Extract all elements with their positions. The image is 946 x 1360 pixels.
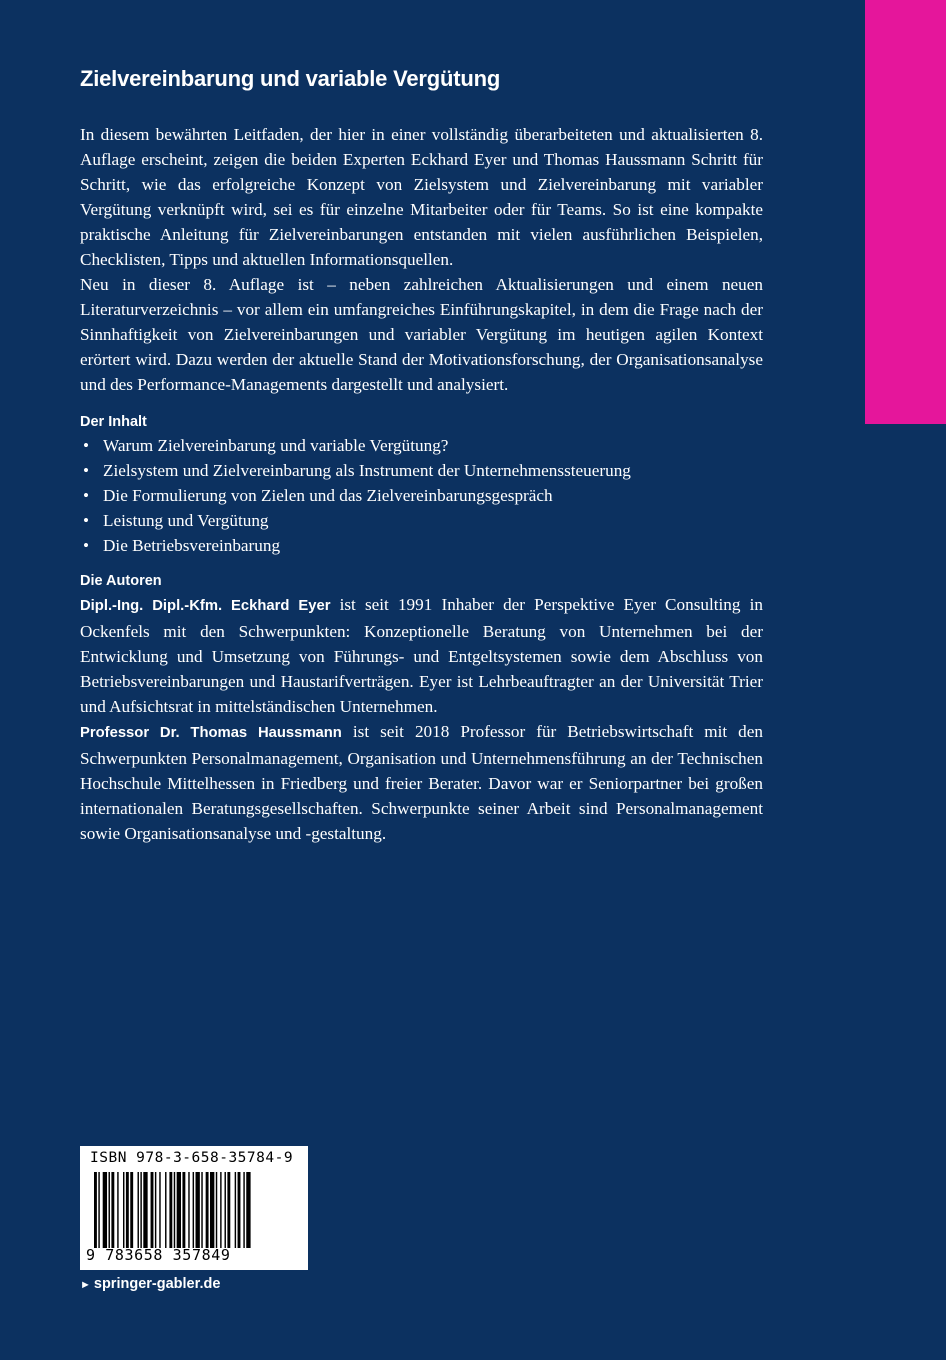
- author-name-eyer: Dipl.-Ing. Dipl.-Kfm. Eckhard Eyer: [80, 598, 331, 614]
- barcode-bar: [182, 1172, 185, 1248]
- list-item-text: Die Formulierung von Zielen und das Zielvereinbarungsgespräch: [103, 486, 553, 505]
- barcode-bar: [155, 1172, 156, 1248]
- barcode-bar: [123, 1172, 124, 1248]
- bullet-icon: •: [83, 486, 90, 505]
- barcode-bar: [196, 1172, 200, 1248]
- list-item-text: Warum Zielvereinbarung und variable Vergütung?: [103, 436, 449, 455]
- barcode-digits: 9 783658 357849: [86, 1246, 231, 1264]
- barcode-bar: [216, 1172, 217, 1248]
- barcode-bar: [138, 1172, 139, 1248]
- list-item-text: Die Betriebsvereinbarung: [103, 536, 281, 555]
- barcode-bar: [143, 1172, 147, 1248]
- isbn-label: ISBN 978-3-658-35784-9: [90, 1150, 294, 1166]
- author-text-eyer: ist seit 1991 Inhaber der Perspektive Eyer Consulting in Ockenfels mit den Schwerpunkten: Konzeptionelle Beratung von Unternehmen bei der Entwicklung und Umsetzung von Führungs- und Entgeltsystemen sowie dem Abschluss von Betriebsvereinbarungen und Haustarifverträgen. Eyer ist Lehrbeauftragter an der Universität Trier und Aufsichtsrat in mittelständischen Unternehmen.: [80, 595, 763, 716]
- isbn-barcode: [80, 1146, 308, 1270]
- barcode-bar: [243, 1172, 244, 1248]
- author-bio-haussmann: [80, 719, 763, 846]
- arrow-icon: ►: [80, 1279, 91, 1291]
- barcode-bar: [130, 1172, 133, 1248]
- intro-paragraph-1: In diesem bewährten Leitfaden, der hier in einer vollständig überarbeiteten und aktualisierten 8. Auflage erscheint, zeigen die beiden Experten Eckhard Eyer und Thomas Haussmann Schritt für Schritt, wie das erfolgreiche Konzept von Zielsystem und Zielvereinbarung mit variabler Vergütung verknüpft wird, sei es für einzelne Mitarbeiter oder für Teams. So ist eine kompakte praktische Anleitung für Zielvereinbarungen entstanden mit vielen ausführlichen Beispielen, Checklisten, Tipps und aktuellen Informationsquellen.: [80, 125, 763, 269]
- barcode-bar: [140, 1172, 141, 1248]
- barcode-bar: [220, 1172, 221, 1248]
- website-link[interactable]: [80, 1276, 220, 1292]
- barcode-bar: [174, 1172, 175, 1248]
- barcode-bar: [109, 1172, 110, 1248]
- barcode-bar: [151, 1172, 154, 1248]
- contents-heading: Der Inhalt: [80, 414, 147, 430]
- barcode-bar: [94, 1172, 97, 1248]
- bullet-icon: •: [83, 436, 90, 455]
- barcode-bar: [210, 1172, 214, 1248]
- list-item-text: Zielsystem und Zielvereinbarung als Instrument der Unternehmenssteuerung: [103, 461, 631, 480]
- barcode-bars: [86, 1172, 302, 1248]
- website-url: springer-gabler.de: [93, 1276, 221, 1292]
- barcode-bar: [225, 1172, 226, 1248]
- book-title: Zielvereinbarung und variable Vergütung: [80, 66, 501, 91]
- barcode-bar: [201, 1172, 202, 1248]
- bullet-icon: •: [83, 511, 90, 530]
- barcode-bar: [126, 1172, 129, 1248]
- author-text-haussmann: ist seit 2018 Professor für Betriebswirtschaft mit den Schwerpunkten Personalmanagement, Organisation und Unternehmensführung an der Technischen Hochschule Mittelhessen in Friedberg und freier Berater. Davor war er Seniorpartner bei großen internationalen Beratungsgesellschaften. Schwerpunkte seiner Arbeit sind Personalmanagement sowie Organisationsanalyse und -gestaltung.: [80, 722, 763, 843]
- barcode-bar: [206, 1172, 209, 1248]
- accent-bar: [865, 0, 946, 424]
- barcode-bar: [159, 1172, 160, 1248]
- list-item-text: Leistung und Vergütung: [103, 511, 269, 530]
- list-item: [80, 508, 763, 533]
- back-cover-content: [80, 60, 763, 846]
- barcode-bar: [103, 1172, 107, 1248]
- barcode-bar: [169, 1172, 172, 1248]
- barcode-bar: [235, 1172, 236, 1248]
- barcode-bar: [246, 1172, 250, 1248]
- intro-paragraph-2: Neu in dieser 8. Auflage ist – neben zahlreichen Aktualisierungen und einem neuen Literaturverzeichnis – vor allem ein umfangreiches Einführungskapitel, in dem die Frage nach der Sinnhaftigkeit von Zielvereinbarungen und variabler Vergütung im heutigen agilen Kontext erörtert wird. Dazu werden der aktuelle Stand der Motivationsforschung, der Organisationsanalyse und des Performance-Managements dargestellt und analysiert.: [80, 275, 763, 394]
- list-item: [80, 458, 763, 483]
- barcode-bar: [98, 1172, 99, 1248]
- list-item: [80, 433, 763, 458]
- barcode-bar: [238, 1172, 241, 1248]
- barcode-bar: [188, 1172, 189, 1248]
- barcode-bar: [227, 1172, 230, 1248]
- barcode-bar: [177, 1172, 181, 1248]
- authors-heading: Die Autoren: [80, 573, 162, 589]
- bullet-icon: •: [83, 536, 90, 555]
- list-item: [80, 483, 763, 508]
- barcode-bar: [117, 1172, 118, 1248]
- barcode-bar: [193, 1172, 194, 1248]
- barcode-bar: [111, 1172, 114, 1248]
- contents-list: [80, 433, 763, 558]
- author-name-haussmann: Professor Dr. Thomas Haussmann: [80, 725, 342, 741]
- list-item: [80, 533, 763, 558]
- barcode-bar: [165, 1172, 166, 1248]
- author-bio-eyer: [80, 592, 763, 719]
- bullet-icon: •: [83, 461, 90, 480]
